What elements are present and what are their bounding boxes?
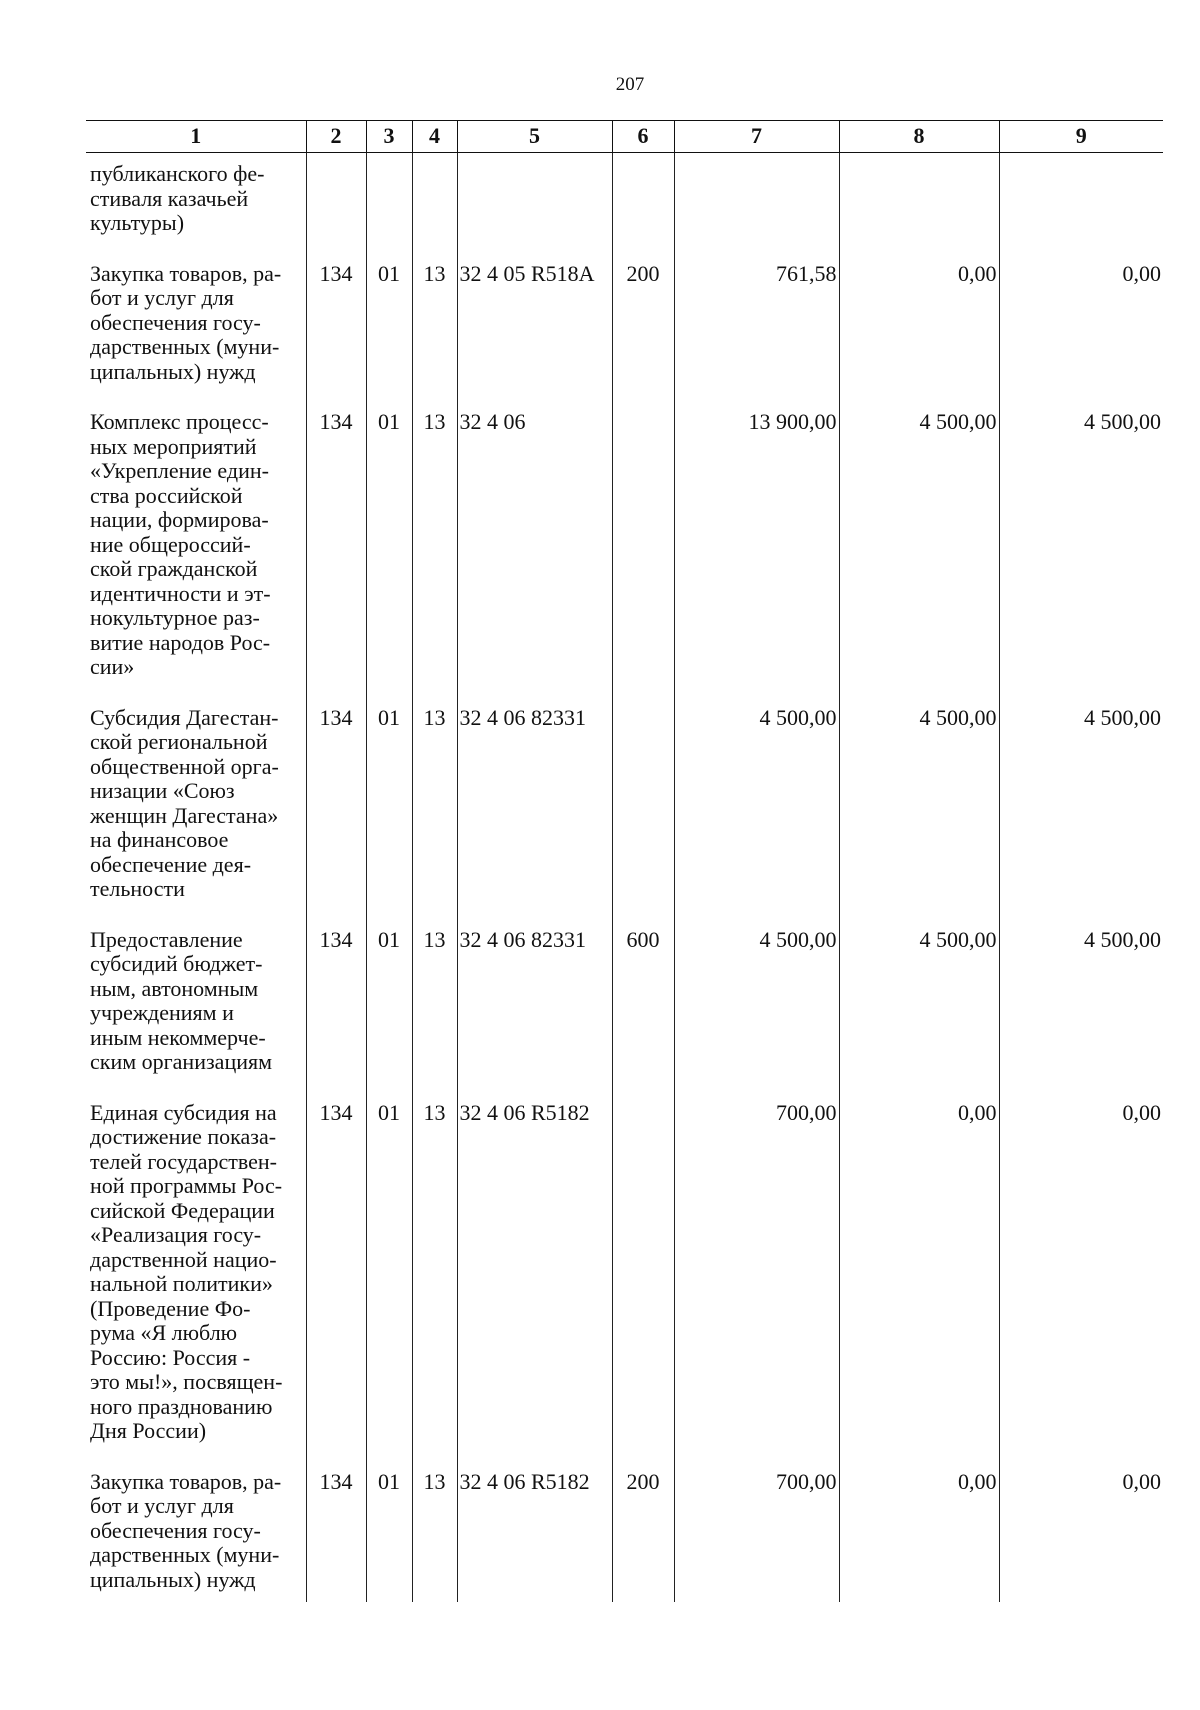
section-code [366, 153, 412, 260]
target-article-code: 32 4 05 R518A [457, 260, 612, 409]
amount-year-2: 0,00 [839, 1468, 999, 1603]
column-header: 9 [999, 121, 1163, 153]
amount-year-3: 4 500,00 [999, 926, 1163, 1099]
ved-code: 134 [306, 260, 366, 409]
amount-year-1: 700,00 [674, 1468, 839, 1603]
amount-year-2 [839, 153, 999, 260]
amount-year-3: 0,00 [999, 1468, 1163, 1603]
column-header: 3 [366, 121, 412, 153]
column-header: 4 [412, 121, 457, 153]
table-row [86, 1468, 1163, 1603]
row-name: Единая субсидия на достижение показа- телей государствен- ной программы Рос- сийской Федерации «Реализация госу- дарственной нацио- нальной политики» (Проведение Фо- рума «Я люблю Россию: Россия - это мы!», посвящен- ного празднованию Дня России) [90, 1099, 283, 1443]
amount-year-3 [999, 153, 1163, 260]
row-name: Предоставление субсидий бюджет- ным, автономным учреждениям и иным некоммерче- ским организациям [90, 926, 273, 1074]
ved-code [306, 153, 366, 260]
section-code: 01 [366, 1099, 412, 1468]
table-row [86, 1099, 1163, 1468]
expense-type-code: 200 [612, 260, 674, 409]
page-number: 207 [615, 74, 645, 95]
table-row [86, 408, 1163, 704]
column-header: 1 [86, 121, 306, 153]
target-article-code: 32 4 06 R5182 [457, 1099, 612, 1468]
row-name: публиканского фе- стиваля казачьей культуры) [90, 161, 265, 235]
amount-year-1 [674, 153, 839, 260]
subsection-code: 13 [412, 704, 457, 926]
table-row [86, 704, 1163, 926]
amount-year-3: 4 500,00 [999, 704, 1163, 926]
section-code: 01 [366, 260, 412, 409]
expense-type-code [612, 1099, 674, 1468]
amount-year-2: 0,00 [839, 260, 999, 409]
amount-year-2: 4 500,00 [839, 926, 999, 1099]
amount-year-2: 4 500,00 [839, 704, 999, 926]
target-article-code: 32 4 06 [457, 408, 612, 704]
section-code: 01 [366, 926, 412, 1099]
budget-table [86, 120, 1163, 1602]
row-name: Закупка товаров, ра- бот и услуг для обеспечения госу- дарственных (муни- ципальных) нужд [90, 1468, 282, 1592]
expense-type-code [612, 704, 674, 926]
column-header: 5 [457, 121, 612, 153]
table-row [86, 153, 1163, 260]
row-name: Комплекс процесс- ных мероприятий «Укрепление един- ства российской нации, формирова- ние общероссий- ской гражданской идентичности и эт- нокультурное раз- витие народов Рос- сии» [90, 409, 271, 679]
amount-year-2: 4 500,00 [839, 408, 999, 704]
amount-year-1: 4 500,00 [674, 704, 839, 926]
expense-type-code [612, 153, 674, 260]
expense-type-code [612, 408, 674, 704]
ved-code: 134 [306, 1468, 366, 1603]
row-name: Закупка товаров, ра- бот и услуг для обеспечения госу- дарственных (муни- ципальных) нужд [90, 260, 282, 384]
section-code: 01 [366, 704, 412, 926]
ved-code: 134 [306, 926, 366, 1099]
amount-year-2: 0,00 [839, 1099, 999, 1468]
target-article-code [457, 153, 612, 260]
amount-year-3: 0,00 [999, 260, 1163, 409]
amount-year-1: 13 900,00 [674, 408, 839, 704]
amount-year-3: 4 500,00 [999, 408, 1163, 704]
ved-code: 134 [306, 1099, 366, 1468]
subsection-code: 13 [412, 260, 457, 409]
table-row [86, 926, 1163, 1099]
subsection-code: 13 [412, 926, 457, 1099]
target-article-code: 32 4 06 R5182 [457, 1468, 612, 1603]
target-article-code: 32 4 06 82331 [457, 704, 612, 926]
subsection-code: 13 [412, 408, 457, 704]
subsection-code: 13 [412, 1468, 457, 1603]
expense-type-code: 600 [612, 926, 674, 1099]
column-header: 6 [612, 121, 674, 153]
column-header: 7 [674, 121, 839, 153]
target-article-code: 32 4 06 82331 [457, 926, 612, 1099]
amount-year-1: 761,58 [674, 260, 839, 409]
column-header: 8 [839, 121, 999, 153]
subsection-code: 13 [412, 1099, 457, 1468]
amount-year-1: 4 500,00 [674, 926, 839, 1099]
row-name: Субсидия Дагестан- ской региональной общественной орга- низации «Союз женщин Дагестана» на финансовое обеспечение дея- тельности [90, 704, 279, 901]
header-row [86, 121, 1163, 153]
subsection-code [412, 153, 457, 260]
ved-code: 134 [306, 704, 366, 926]
section-code: 01 [366, 1468, 412, 1603]
ved-code: 134 [306, 408, 366, 704]
expense-type-code: 200 [612, 1468, 674, 1603]
section-code: 01 [366, 408, 412, 704]
table-row [86, 260, 1163, 409]
column-header: 2 [306, 121, 366, 153]
amount-year-1: 700,00 [674, 1099, 839, 1468]
amount-year-3: 0,00 [999, 1099, 1163, 1468]
